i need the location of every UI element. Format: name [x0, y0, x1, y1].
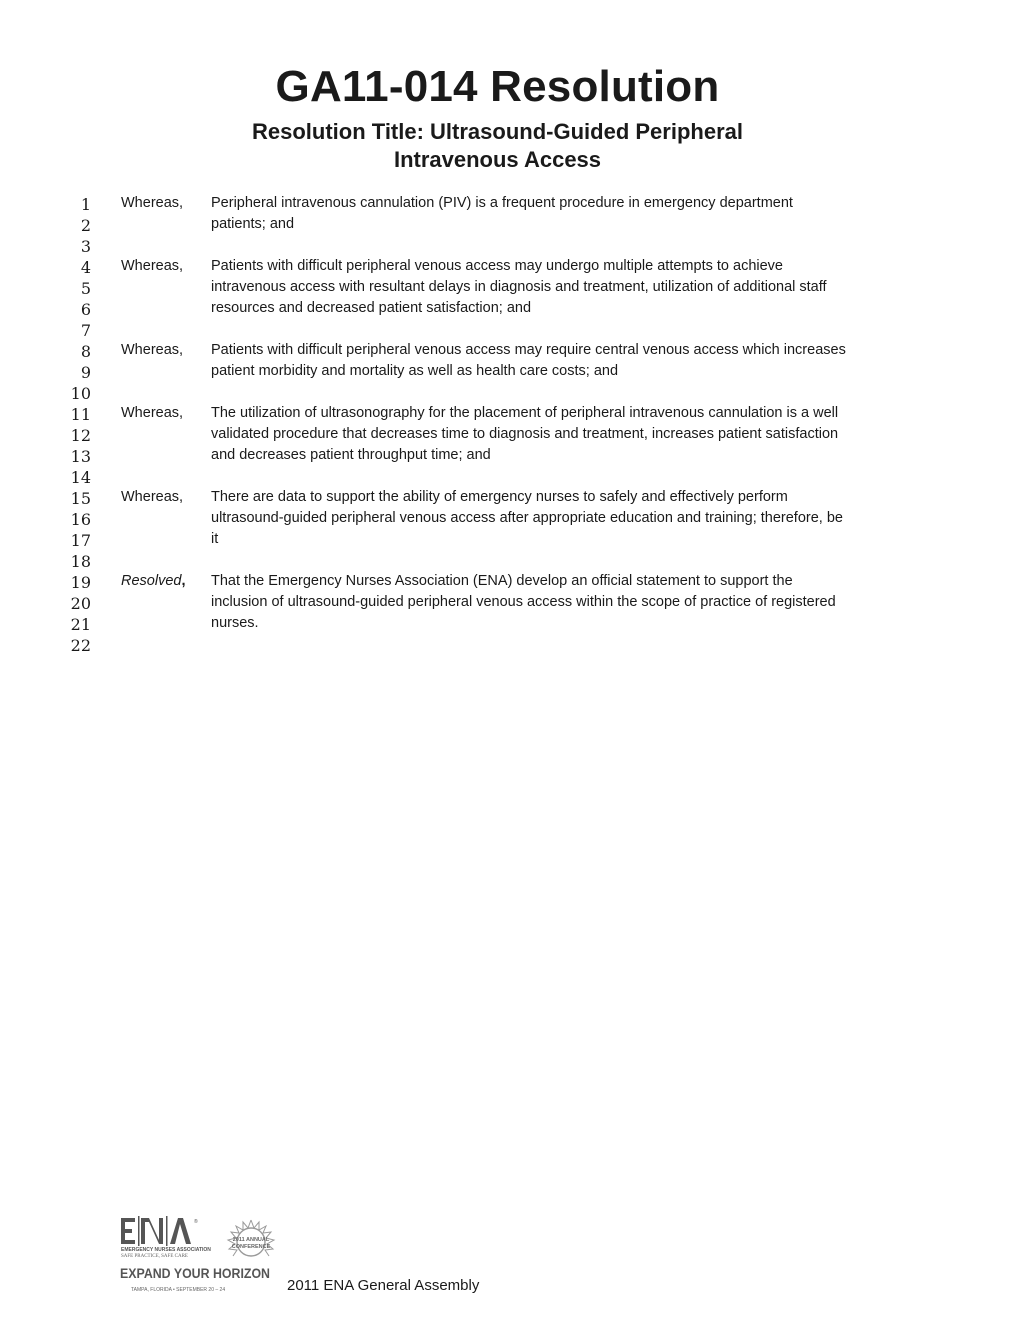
footer-text: 2011 ENA General Assembly [287, 1277, 480, 1294]
document-line [0, 550, 1020, 571]
line-text: inclusion of ultrasound-guided peripheral venous access within the scope of practice of registered [211, 594, 836, 610]
document-line [0, 193, 1020, 214]
line-number: 22 [70, 636, 91, 655]
document-line [0, 424, 1020, 445]
line-text: patient morbidity and mortality as well as health care costs; and [211, 363, 619, 379]
line-text: intravenous access with resultant delays in diagnosis and treatment, utilization of additional staff [211, 279, 827, 295]
document-line [0, 298, 1020, 319]
logo-conference-line: 2011 ANNUAL [232, 1237, 270, 1243]
whereas-label [121, 256, 183, 277]
line-text: That the Emergency Nurses Association (ENA) develop an official statement to support the [211, 573, 793, 589]
line-number: 10 [70, 384, 91, 403]
line-number: 4 [80, 258, 91, 277]
line-number: 13 [70, 447, 91, 466]
logo-conference-line: CONFERENCE [231, 1244, 271, 1250]
line-text: validated procedure that decreases time to diagnosis and treatment, increases patient satisfaction [211, 426, 839, 442]
document-line [0, 214, 1020, 235]
logo-slogan: EXPAND YOUR HORIZON [120, 1266, 270, 1281]
document-line [0, 529, 1020, 550]
clause-label-word: Whereas, [121, 342, 184, 358]
line-number: 19 [70, 573, 91, 592]
line-text: Patients with difficult peripheral venous access may undergo multiple attempts to achieve [211, 258, 783, 274]
clause-label-word: Whereas, [121, 489, 184, 505]
resolution-subtitle [0, 118, 995, 174]
line-number: 8 [80, 342, 91, 361]
document-line [0, 571, 1020, 592]
line-number: 9 [80, 363, 91, 382]
document-line [0, 487, 1020, 508]
line-number: 17 [70, 531, 91, 550]
line-text: There are data to support the ability of emergency nurses to safely and effectively perform [211, 489, 788, 505]
line-number: 18 [70, 552, 91, 571]
line-number: 16 [70, 510, 91, 529]
line-number: 5 [80, 279, 91, 298]
document-line [0, 466, 1020, 487]
whereas-label [121, 340, 183, 361]
line-text: it [211, 531, 219, 547]
line-text: nurses. [211, 615, 259, 631]
logo-tagline: SAFE PRACTICE, SAFE CARE [121, 1254, 188, 1259]
clause-label-comma: , [181, 573, 186, 589]
line-number: 15 [70, 489, 91, 508]
whereas-label [121, 403, 183, 424]
document-line [0, 256, 1020, 277]
line-number: 2 [80, 216, 91, 235]
subtitle-line: Intravenous Access [393, 147, 602, 172]
logo-org-name: EMERGENCY NURSES ASSOCIATION [121, 1247, 211, 1253]
document-line [0, 403, 1020, 424]
document-line [0, 235, 1020, 256]
document-line [0, 508, 1020, 529]
line-text: and decreases patient throughput time; and [211, 447, 491, 463]
document-line [0, 613, 1020, 634]
line-number: 1 [80, 195, 91, 214]
line-number: 7 [80, 321, 91, 340]
whereas-label [121, 193, 183, 214]
whereas-label [121, 487, 183, 508]
document-line [0, 319, 1020, 340]
page-title: GA11-014 Resolution [275, 62, 720, 111]
clause-label-word: Resolved [121, 573, 182, 589]
document-line [0, 592, 1020, 613]
line-number: 14 [70, 468, 91, 487]
line-text: ultrasound-guided peripheral venous access after appropriate education and training; therefore, be [211, 510, 843, 526]
line-text: Peripheral intravenous cannulation (PIV) is a frequent procedure in emergency department [211, 195, 793, 211]
line-number: 11 [70, 405, 91, 424]
line-number: 20 [70, 594, 91, 613]
line-text: Patients with difficult peripheral venous access may require central venous access which increases [211, 342, 846, 358]
line-number: 6 [80, 300, 91, 319]
subtitle-line: Resolution Title: Ultrasound-Guided Peripheral [252, 119, 743, 144]
line-text: resources and decreased patient satisfaction; and [211, 300, 532, 316]
line-number: 3 [80, 237, 91, 256]
document-line [0, 382, 1020, 403]
document-line [0, 445, 1020, 466]
document-line [0, 277, 1020, 298]
clause-label-word: Whereas, [121, 258, 184, 274]
logo-registered-mark: ® [194, 1219, 198, 1225]
numbered-lines [0, 193, 1020, 655]
logo-location: TAMPA, FLORIDA • SEPTEMBER 20 – 24 [131, 1287, 226, 1293]
clause-label-word: Whereas, [121, 405, 184, 421]
document-line [0, 340, 1020, 361]
line-number: 21 [70, 615, 91, 634]
resolved-label [121, 571, 185, 592]
ena-conference-logo [119, 1214, 289, 1298]
clause-label-word: Whereas, [121, 195, 184, 211]
line-text: The utilization of ultrasonography for the placement of peripheral intravenous cannulation is a well [211, 405, 839, 421]
line-text: patients; and [211, 216, 295, 232]
line-number: 12 [70, 426, 91, 445]
document-line [0, 634, 1020, 655]
document-line [0, 361, 1020, 382]
